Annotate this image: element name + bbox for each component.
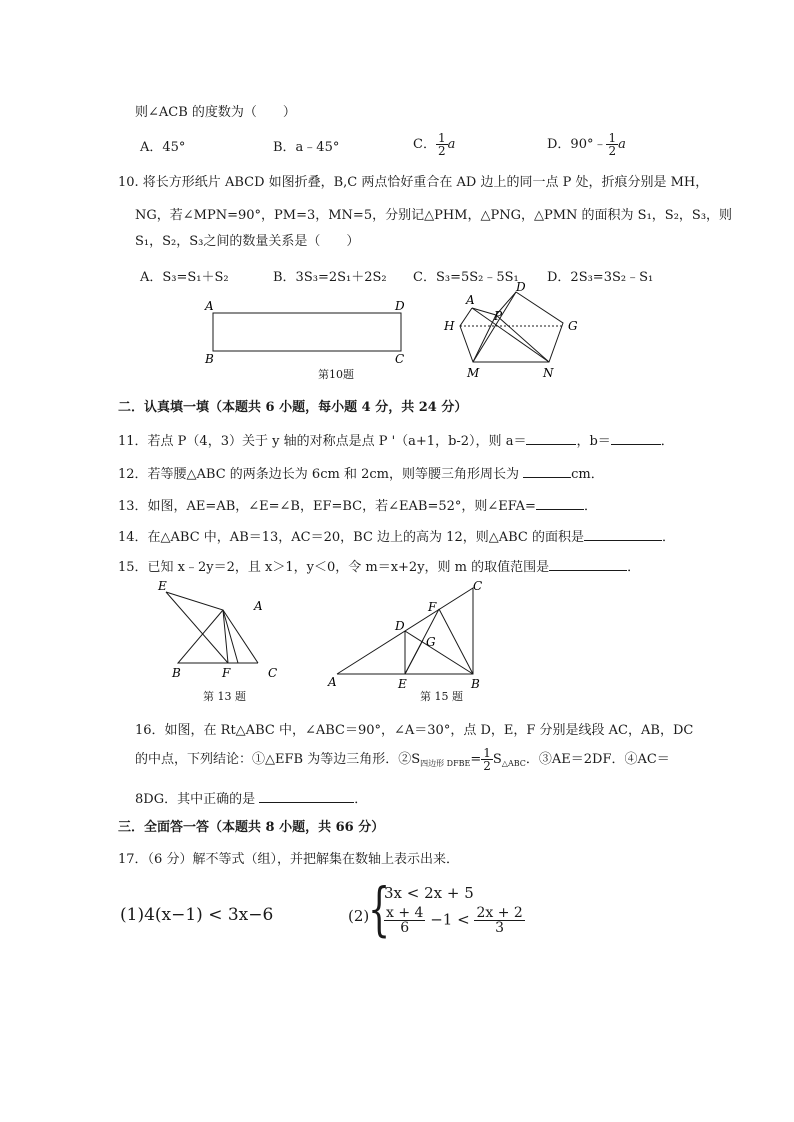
fig15-label-d: D [395,619,405,633]
fig13-label-f: F [222,666,231,680]
fig15-label-e: E [398,677,407,691]
q10-option-a: A．S₃=S₁＋S₂ [140,270,229,285]
q14: 14．在△ABC 中，AB＝13，AC＝20，BC 边上的高为 12，则△ABC 的面积是 ． [118,530,675,545]
fig13-label-e: E [158,579,167,593]
q16-line-1: 16．如图，在 Rt△ABC 中，∠ABC＝90°，∠A＝30°，点 D，E，F 分别是线段 AC，AB，DC [135,723,694,738]
q9-option-b: B．a﹣45° [273,140,340,155]
fig13-label-b: B [172,666,181,680]
q17-part-1: (1)4(x−1) < 3x−6 [120,905,274,925]
q14-blank[interactable] [584,528,662,541]
fold-label-n: N [543,366,554,380]
q13: 13．如图，AE=AB，∠E=∠B，EF=BC，若∠EAB=52°，则∠EFA= ． [118,499,597,514]
rect-label-a: A [205,299,214,313]
q12: 12．若等腰△ABC 的两条边长为 6cm 和 2cm，则等腰三角形周长为 cm． [118,467,604,482]
fig15-label-c: C [473,579,483,593]
fold-label-h: H [444,319,455,333]
fig15-label-b: B [471,677,480,691]
q10-option-c: C．S₃=5S₂﹣5S₁ [413,270,519,285]
q13-blank[interactable] [536,497,584,510]
fig15-label-f: F [428,600,437,614]
q17-part-2: (2) { 3x < 2x + 5 $\frac{x + 4}{6}$ −1 < $\frac{2x + 2}{3}$ [348,875,523,943]
rect-label-b: B [205,352,214,366]
figure-13 [148,578,288,686]
fig13-label-a: A [254,599,263,613]
fold-label-d: D [516,282,526,294]
q9-option-a: A．45° [140,140,186,155]
section-2-title: 二．认真填一填（本题共 6 小题，每小题 4 分，共 24 分） [118,400,468,415]
q11-blank-a[interactable] [526,432,576,445]
q10-line-3: S₁，S₂，S₃之间的数量关系是（ ） [135,234,360,249]
q15-blank[interactable] [549,558,627,571]
q9-option-d: D．90°﹣ $\frac{1}{2}$ a [547,131,626,158]
fig13-label-c: C [268,666,278,680]
q9-stem: 则∠ACB 的度数为（ ） [135,105,296,120]
q17-stem: 17．（6 分）解不等式（组），并把解集在数轴上表示出来． [118,852,459,867]
q11-blank-b[interactable] [611,432,661,445]
q10-caption: 第10题 [318,368,354,381]
q16-line-2: 的中点，下列结论：①△EFB 为等边三角形．$②S_{四边形 DFBE}=$ $\frac{1}{2}$ $S_{\triangle ABC}$．③AE＝2DF．④AC＝ [135,746,670,773]
figure-15 [325,576,495,691]
q11: 11．若点 P（4，3）关于 y 轴的对称点是点 P '（a+1，b-2），则 a＝ ，b＝ ． [118,434,674,449]
q10-rectangle-figure [195,295,415,370]
q10-line-1: 10. 将长方形纸片 ABCD 如图折叠，B,C 两点恰好重合在 AD 边上的同一点 P 处，折痕分别是 MH， [118,175,709,190]
q10-option-d: D．2S₃=3S₂﹣S₁ [547,270,654,285]
q10-line-2: NG，若∠MPN=90°，PM=3，MN=5，分别记△PHM，△PNG，△PMN 的面积为 S₁，S₂，S₃，则 [135,208,733,223]
caption-13: 第 13 题 [203,690,246,703]
fig15-label-g: G [426,635,436,649]
q17-part-2-label: (2) [348,907,370,925]
q16-blank[interactable] [259,790,354,803]
caption-15: 第 15 题 [420,690,463,703]
q10-folded-figure [438,282,588,382]
fig15-label-a: A [328,675,337,689]
q12-blank[interactable] [523,465,571,478]
fold-label-p: P [494,309,503,323]
q10-option-b: B．3S₃=2S₁＋2S₂ [273,270,387,285]
section-3-title: 三．全面答一答（本题共 8 小题，共 66 分） [118,820,385,835]
q17-eq-1: 3x < 2x + 5 [384,884,474,902]
fold-label-m: M [467,366,480,380]
q15: 15．已知 x﹣2y＝2，且 x＞1，y＜0，令 m＝x+2y，则 m 的取值范围是 ． [118,560,641,575]
rect-label-d: D [395,299,405,313]
system-brace: { [368,875,391,943]
rect-label-c: C [395,352,405,366]
q9-option-c: C． $\frac{1}{2}$ a [413,131,456,158]
fold-label-g: G [568,319,578,333]
fold-label-a: A [466,293,475,307]
q16-line-3: 8DG．其中正确的是 ． [135,792,368,807]
